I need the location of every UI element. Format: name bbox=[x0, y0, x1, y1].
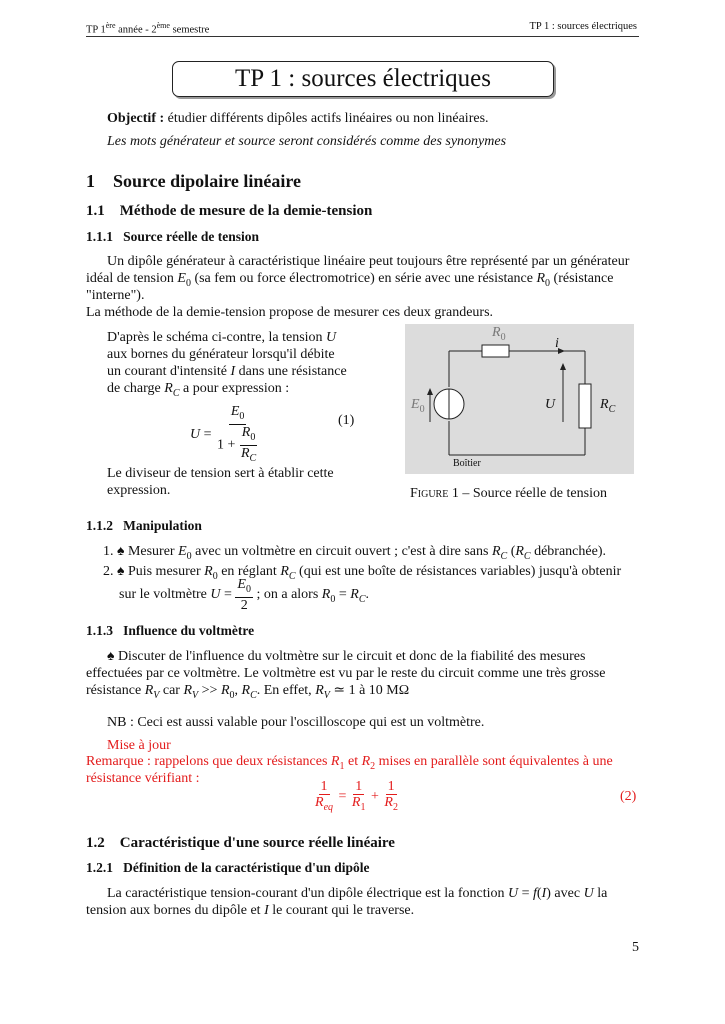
manipulation-item-1: 1. ♠ Mesurer $E_0$ avec un voltmètre en circuit ouvert ; c'est à dire sans $R_C$ ($R_C$ débranchée). bbox=[103, 544, 606, 562]
remarque-line2: résistance vérifiant : bbox=[86, 771, 200, 786]
header-rule bbox=[86, 36, 639, 37]
section-1-1-heading: 1.1 Méthode de mesure de la demie-tension bbox=[86, 203, 373, 219]
s111-para2: La méthode de la demie-tension propose de mesurer ces deux grandeurs. bbox=[86, 305, 494, 320]
equation-1-number: (1) bbox=[338, 413, 355, 428]
running-header-left: TP 1ère année - 2ème semestre bbox=[86, 21, 210, 36]
s111-para1-line3: "interne"). bbox=[86, 288, 145, 303]
s111-para1-line2: idéal de tension $E_0$ (sa fem ou force électromotrice) en série avec une résistance $R_0$ (résistance bbox=[86, 271, 614, 289]
section-1-1-2-heading: 1.1.2 Manipulation bbox=[86, 518, 202, 533]
spade-icon: ♠ bbox=[107, 649, 115, 664]
s121-line1: La caractéristique tension-courant d'un dipôle électrique est la fonction U = f(I) avec U la bbox=[107, 886, 608, 901]
mise-a-jour: Mise à jour bbox=[107, 738, 171, 753]
remarque-line1: Remarque : rappelons que deux résistances $R_1$ et $R_2$ mises en parallèle sont équivalentes à une bbox=[86, 754, 613, 772]
equation-1: U = $E_0$ 1 + $\frac{R_0}{R_C}$ bbox=[190, 404, 257, 464]
label-i: i bbox=[555, 336, 559, 351]
s111-left-line4: de charge $R_C$ a pour expression : bbox=[107, 381, 290, 399]
s111-left-line3: un courant d'intensité I dans une résistance bbox=[107, 364, 347, 379]
label-r0: $R_0$ bbox=[492, 325, 506, 343]
label-u: U bbox=[545, 397, 556, 412]
s111-left-line5: Le diviseur de tension sert à établir cette bbox=[107, 466, 334, 481]
objectif-line: Objectif : étudier différents dipôles actifs linéaires ou non linéaires. bbox=[107, 111, 489, 126]
page-title: TP 1 : sources électriques bbox=[235, 65, 491, 92]
section-1-2-heading: 1.2 Caractéristique d'une source réelle linéaire bbox=[86, 835, 395, 851]
objectif-note: Les mots générateur et source seront considérés comme des synonymes bbox=[107, 134, 507, 149]
equation-2-number: (2) bbox=[620, 789, 637, 804]
equation-2: $\frac{1}{R_{eq}}$ = $\frac{1}{R_1}$ + $\frac{1}{R_2}$ bbox=[315, 779, 398, 813]
nb-note: NB : Ceci est aussi valable pour l'oscilloscope qui est un voltmètre. bbox=[107, 715, 485, 730]
label-boitier: Boîtier bbox=[453, 458, 481, 469]
section-1-2-1-heading: 1.2.1 Définition de la caractéristique d'un dipôle bbox=[86, 860, 370, 875]
running-header-right: TP 1 : sources électriques bbox=[529, 21, 637, 32]
manipulation-item-2: 2. ♠ Puis mesurer $R_0$ en réglant $R_C$ (qui est une boîte de résistances variables) jusqu'à obtenir bbox=[103, 564, 622, 582]
page-number: 5 bbox=[632, 940, 639, 955]
s113-line3: résistance $R_V$ car $R_V >> R_0$, $R_C$. En effet, $R_V$ ≃ 1 à 10 MΩ bbox=[86, 683, 410, 701]
s113-line1: ♠ Discuter de l'influence du voltmètre sur le circuit et donc de la fiabilité des mesures bbox=[107, 649, 586, 664]
s113-line2: effectuées par ce voltmètre. Le voltmètre est vu par le reste du circuit comme une très grosse bbox=[86, 666, 606, 681]
s111-para1-line1: Un dipôle générateur à caractéristique linéaire peut toujours être représenté par un générateur bbox=[107, 254, 630, 269]
section-1-heading: 1 Source dipolaire linéaire bbox=[86, 171, 301, 191]
s111-left-line2: aux bornes du générateur lorsqu'il débite bbox=[107, 347, 335, 362]
s111-left-line6: expression. bbox=[107, 483, 171, 498]
section-1-1-3-heading: 1.1.3 Influence du voltmètre bbox=[86, 623, 255, 638]
title-box bbox=[172, 61, 554, 97]
spade-icon: ♠ bbox=[117, 564, 125, 579]
s111-left-line1: D'après le schéma ci-contre, la tension U bbox=[107, 330, 337, 345]
manipulation-item-2-cont: sur le voltmètre U = $\frac{E_0}{2}$ ; on a alors $R_0 = R_C$. bbox=[119, 577, 369, 613]
label-e0: $E_0$ bbox=[411, 397, 425, 415]
spade-icon: ♠ bbox=[117, 544, 125, 559]
circuit-figure bbox=[405, 324, 634, 474]
s121-line2: tension aux bornes du dipôle et I le courant qui le traverse. bbox=[86, 903, 415, 918]
section-1-1-1-heading: 1.1.1 Source réelle de tension bbox=[86, 229, 259, 244]
figure-1-caption: Figure 1 – Source réelle de tension bbox=[410, 486, 607, 501]
label-rc: $R_C$ bbox=[600, 397, 616, 415]
